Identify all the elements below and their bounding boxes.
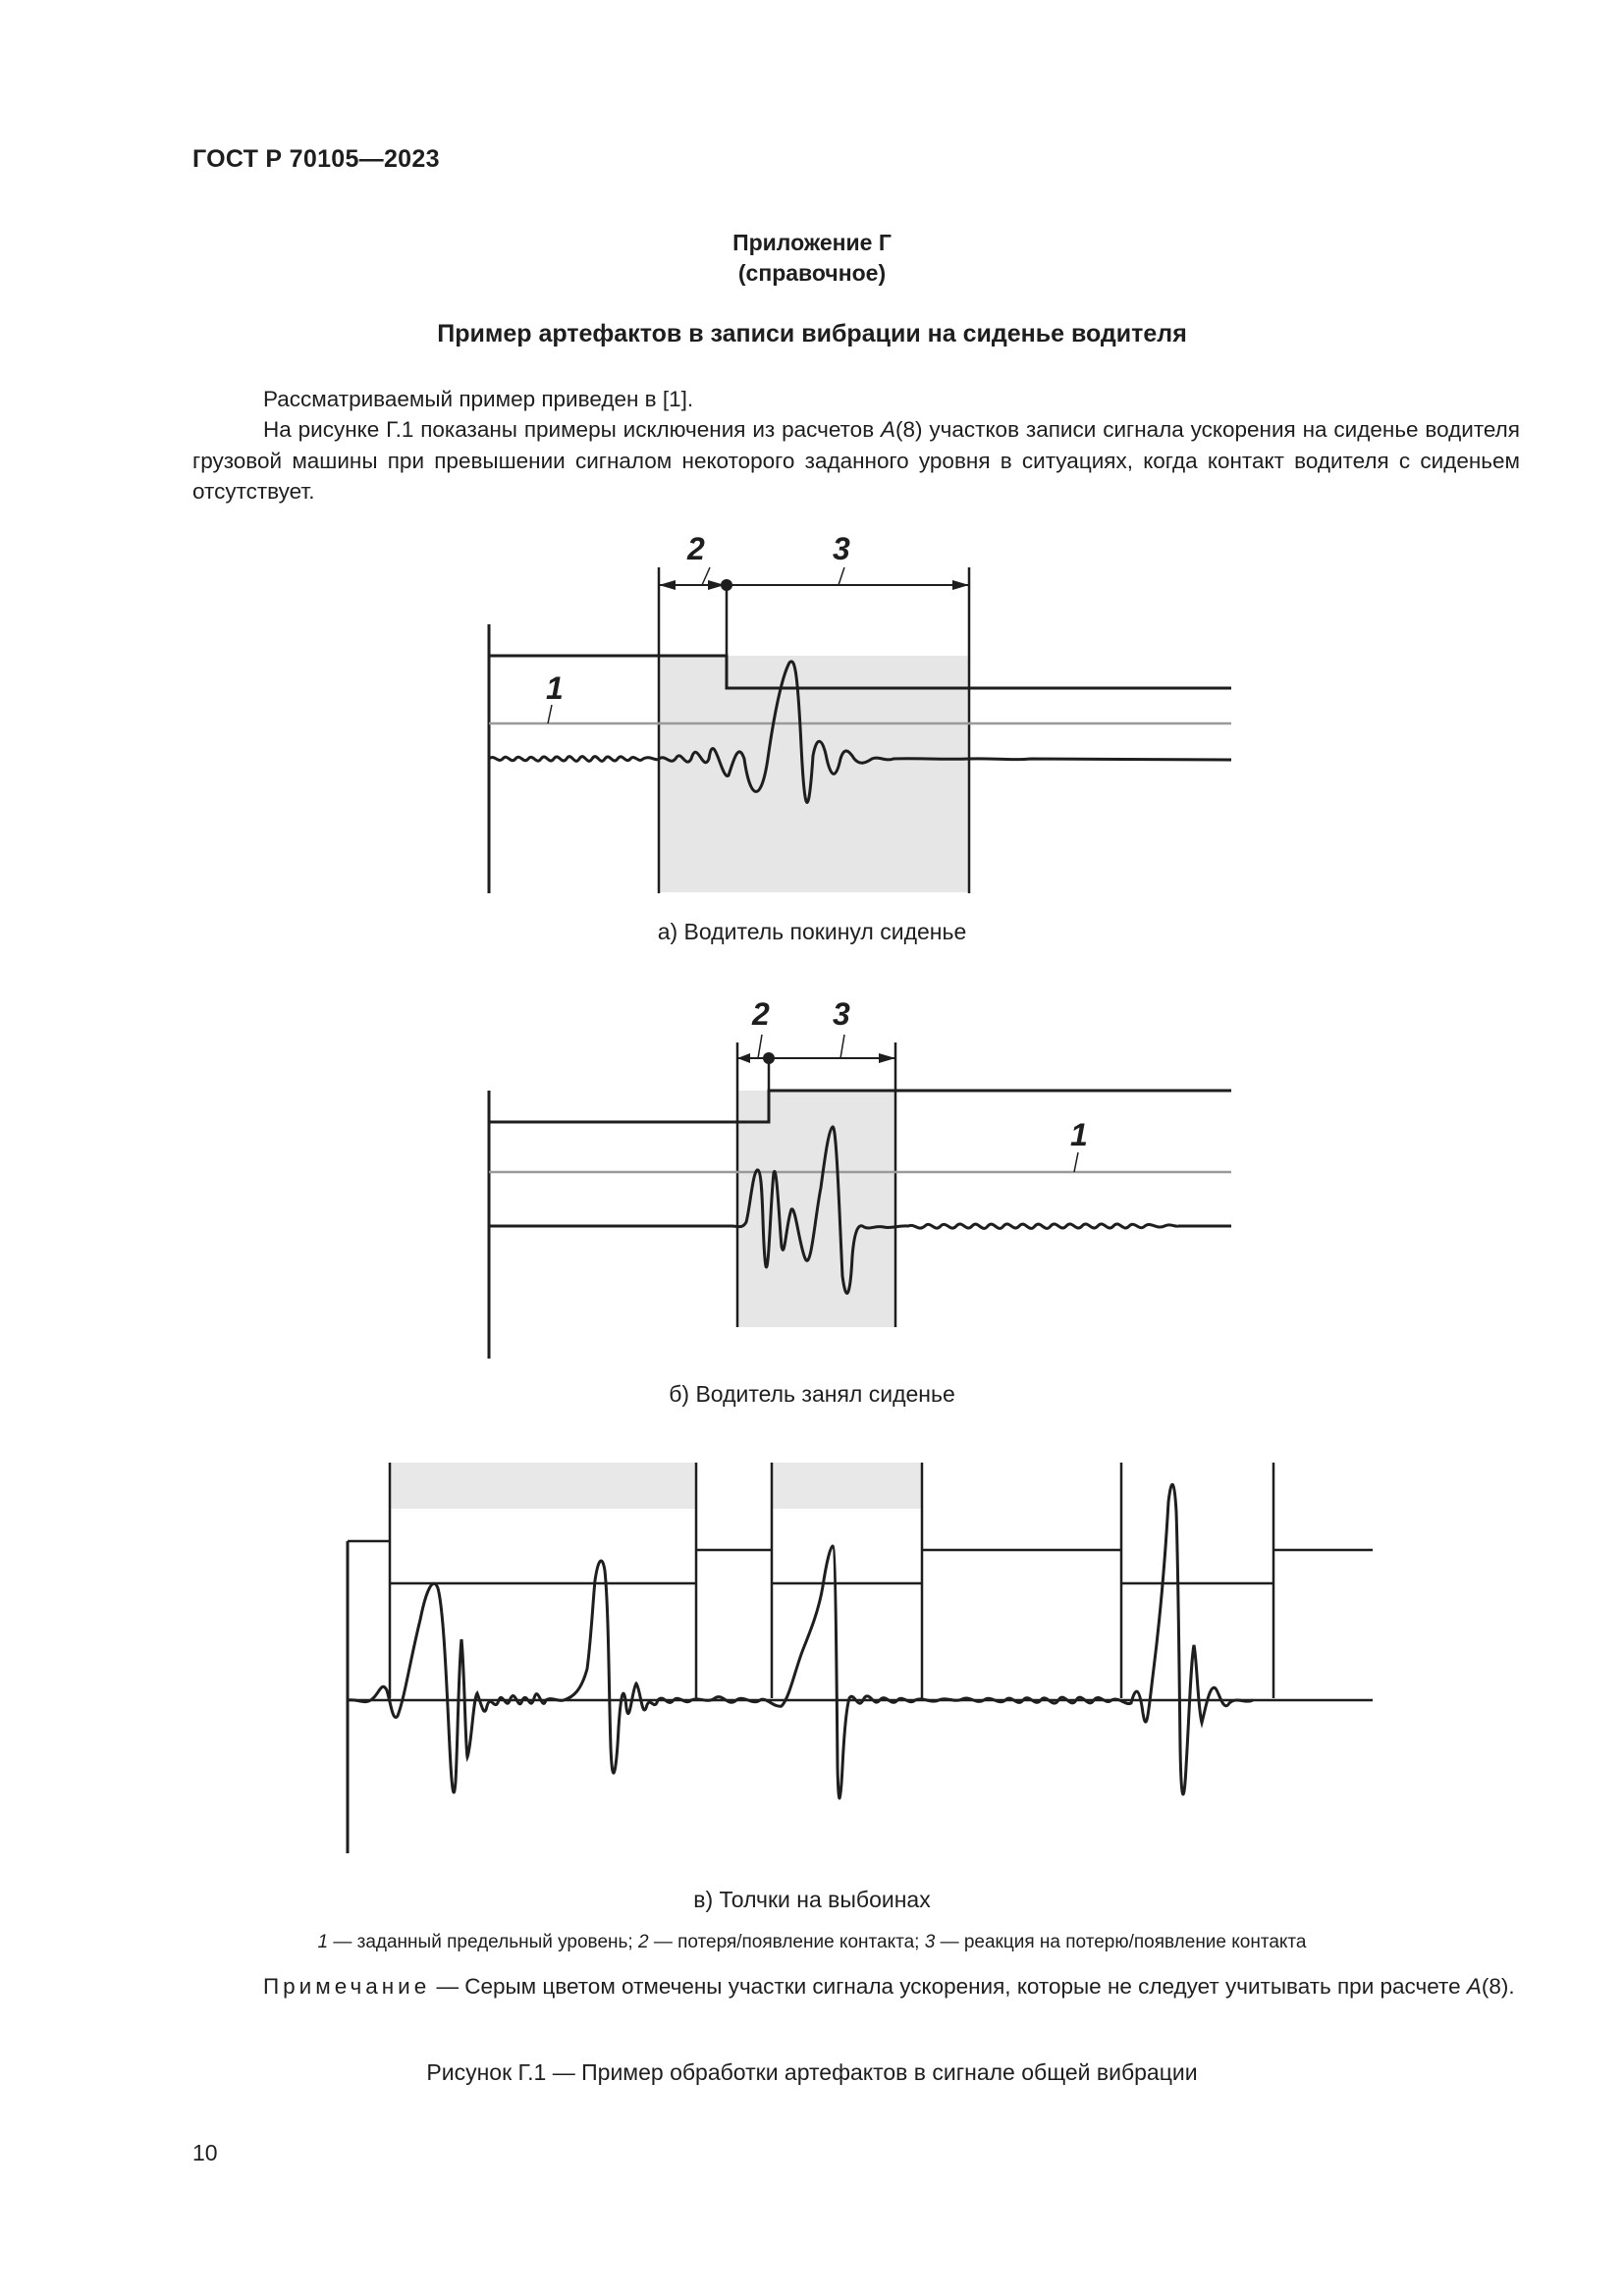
label-3: 3 <box>833 531 850 566</box>
leader-line <box>1074 1152 1078 1172</box>
contact-event-dot <box>721 579 732 591</box>
label-2: 2 <box>752 996 770 1032</box>
label-2: 2 <box>687 531 705 566</box>
caption-panel-a: а) Водитель покинул сиденье <box>657 919 967 944</box>
excluded-region <box>390 1463 696 1509</box>
paragraph-2: На рисунке Г.1 показаны примеры исключения из расчетов A(8) участков записи сигнала ускорения на сиденье водителя грузовой машины при превышении сигналом некоторого заданного уровня в ситуациях, когда контакт водителя с сиденьем отсутствует. <box>192 417 1520 504</box>
figure-note: Примечание — Серым цветом отмечены участки сигнала ускорения, которые не следует учитывать при расчете A(8). <box>263 1974 1515 1999</box>
label-1: 1 <box>1070 1117 1088 1152</box>
section-title: Пример артефактов в записи вибрации на сиденье водителя <box>437 320 1187 347</box>
excluded-region <box>659 656 969 892</box>
arrowhead <box>952 580 969 590</box>
figure-panel-a <box>0 530 1624 903</box>
leader-line <box>840 1035 844 1058</box>
document-code: ГОСТ Р 70105—2023 <box>192 145 440 173</box>
leader-line <box>758 1035 762 1058</box>
figure-caption: Рисунок Г.1 — Пример обработки артефактов в сигнале общей вибрации <box>426 2059 1198 2085</box>
arrowhead <box>659 580 676 590</box>
arrowhead <box>737 1053 750 1063</box>
appendix-type: (справочное) <box>737 260 887 286</box>
figure-panel-b <box>0 991 1624 1364</box>
label-1: 1 <box>546 670 564 706</box>
leader-line <box>548 705 552 723</box>
figure-panel-c <box>0 1453 1624 1865</box>
appendix-title: Приложение Г <box>732 230 892 255</box>
paragraph-1: Рассматриваемый пример приведен в [1]. <box>263 387 694 411</box>
figure-legend: 1 — заданный предельный уровень; 2 — потеря/появление контакта; 3 — реакция на потерю/появление контакта <box>317 1932 1307 1952</box>
contact-event-dot <box>763 1052 775 1064</box>
page-number: 10 <box>192 2140 218 2165</box>
label-3: 3 <box>833 996 850 1032</box>
appendix-heading <box>0 228 1624 289</box>
acceleration-signal <box>348 1484 1253 1798</box>
caption-panel-c: в) Толчки на выбоинах <box>693 1887 931 1912</box>
arrowhead <box>879 1053 895 1063</box>
leader-line <box>839 567 844 585</box>
caption-panel-b: б) Водитель занял сиденье <box>669 1381 955 1407</box>
excluded-region <box>772 1463 922 1509</box>
